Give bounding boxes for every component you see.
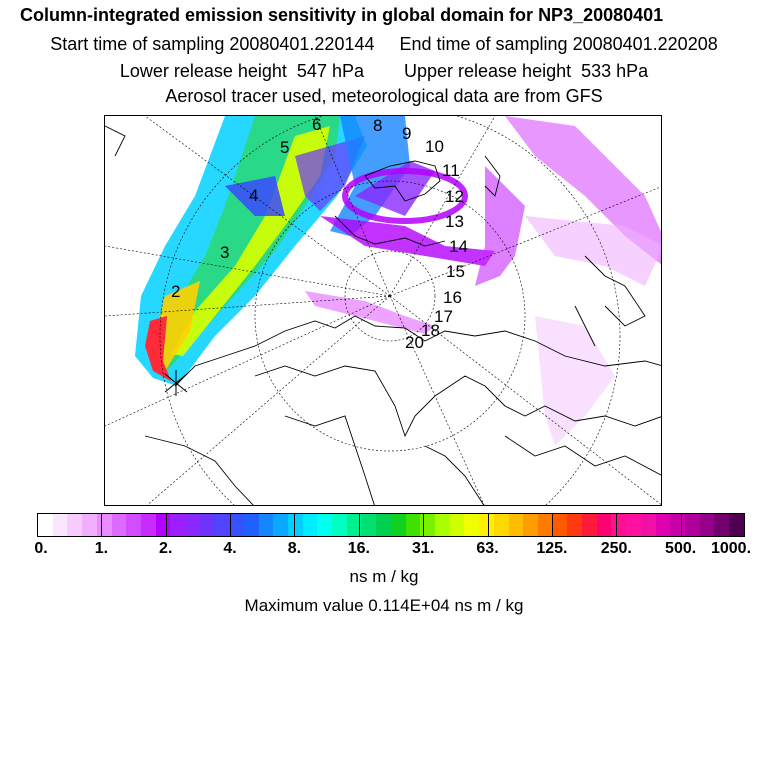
- trajectory-label: 14: [449, 237, 468, 256]
- colorbar-swatch: [479, 514, 494, 536]
- colorbar-swatch: [538, 514, 553, 536]
- colorbar-label: 0.: [34, 540, 48, 557]
- trajectory-label: 9: [402, 124, 412, 143]
- colorbar-swatch: [214, 514, 229, 536]
- colorbar-swatch: [714, 514, 729, 536]
- colorbar-swatch: [567, 514, 582, 536]
- trajectory-label: 13: [445, 212, 464, 231]
- colorbar-tick: [423, 514, 424, 536]
- colorbar-swatch: [200, 514, 215, 536]
- tracer-info: Aerosol tracer used, meteorological data are from GFS: [165, 86, 603, 106]
- colorbar-swatch: [376, 514, 391, 536]
- colorbar-swatch: [670, 514, 685, 536]
- colorbar-label: 250.: [600, 540, 632, 557]
- colorbar-swatch: [464, 514, 479, 536]
- colorbar-label: 4.: [223, 540, 237, 557]
- colorbar-swatch: [729, 514, 744, 536]
- colorbar: [37, 513, 745, 537]
- map-canvas: [105, 116, 662, 506]
- colorbar-swatch: [509, 514, 524, 536]
- colorbar-swatch: [685, 514, 700, 536]
- colorbar-label: 1000.: [710, 540, 752, 557]
- colorbar-units: ns m / kg: [349, 567, 419, 586]
- maximum-value: Maximum value 0.114E+04 ns m / kg: [244, 596, 524, 615]
- colorbar-tick: [166, 514, 167, 536]
- colorbar-label: 1.: [94, 540, 109, 557]
- trajectory-label: 12: [445, 187, 464, 206]
- colorbar-swatch: [67, 514, 82, 536]
- colorbar-swatch: [656, 514, 671, 536]
- map-title: Column-integrated emission sensitivity in global domain for NP3_20080401: [20, 5, 664, 25]
- colorbar-swatch: [273, 514, 288, 536]
- trajectory-label: 16: [443, 288, 462, 307]
- colorbar-tick: [230, 514, 231, 536]
- colorbar-swatch: [641, 514, 656, 536]
- colorbar-swatch: [332, 514, 347, 536]
- colorbar-swatch: [303, 514, 318, 536]
- trajectory-label: 20: [405, 333, 424, 352]
- trajectory-label: 5: [280, 138, 290, 157]
- trajectory-label: 10: [425, 137, 444, 156]
- colorbar-label: 500.: [665, 540, 697, 557]
- release-heights: Lower release height 547 hPa Upper release height 533 hPa: [119, 61, 649, 81]
- polar-map: [104, 115, 662, 506]
- colorbar-label: 16.: [347, 540, 370, 557]
- colorbar-swatch: [553, 514, 568, 536]
- colorbar-label: 63.: [476, 540, 499, 557]
- colorbar-label: 8.: [287, 540, 302, 557]
- colorbar-swatch: [229, 514, 244, 536]
- colorbar-tick: [294, 514, 295, 536]
- colorbar-swatch: [97, 514, 112, 536]
- colorbar-swatch: [244, 514, 259, 536]
- colorbar-swatch: [259, 514, 274, 536]
- colorbar-swatch: [626, 514, 641, 536]
- colorbar-swatch: [82, 514, 97, 536]
- colorbar-swatch: [494, 514, 509, 536]
- colorbar-swatch: [361, 514, 376, 536]
- colorbar-tick: [681, 514, 682, 536]
- trajectory-label: 3: [220, 243, 230, 262]
- colorbar-swatch: [523, 514, 538, 536]
- colorbar-tick: [101, 514, 102, 536]
- colorbar-swatch: [185, 514, 200, 536]
- colorbar-label: 2.: [159, 540, 173, 557]
- colorbar-swatch: [700, 514, 715, 536]
- trajectory-label: 11: [442, 161, 460, 180]
- colorbar-swatch: [38, 514, 53, 536]
- colorbar-tick: [488, 514, 489, 536]
- colorbar-swatch: [53, 514, 68, 536]
- colorbar-swatch: [450, 514, 465, 536]
- trajectory-label: 4: [249, 186, 259, 205]
- colorbar-swatch: [406, 514, 421, 536]
- colorbar-swatch: [126, 514, 141, 536]
- colorbar-label: 31.: [412, 540, 435, 557]
- colorbar-swatch: [582, 514, 597, 536]
- sampling-times: Start time of sampling 20080401.220144 End time of sampling 20080401.220208: [50, 34, 718, 54]
- trajectory-label: 8: [373, 116, 383, 135]
- colorbar-tick: [552, 514, 553, 536]
- trajectory-label: 2: [171, 282, 181, 301]
- trajectory-label: 6: [312, 116, 322, 134]
- colorbar-label: 125.: [536, 540, 568, 557]
- colorbar-swatch: [317, 514, 332, 536]
- colorbar-swatch: [435, 514, 450, 536]
- colorbar-tick: [616, 514, 617, 536]
- colorbar-swatch: [156, 514, 171, 536]
- trajectory-label: 17: [434, 307, 453, 326]
- trajectory-label: 18: [421, 321, 440, 340]
- trajectory-label: 15: [446, 262, 465, 281]
- colorbar-tick: [359, 514, 360, 536]
- colorbar-swatch: [611, 514, 626, 536]
- colorbar-swatch: [597, 514, 612, 536]
- colorbar-swatch: [112, 514, 127, 536]
- colorbar-swatch: [391, 514, 406, 536]
- colorbar-swatch: [141, 514, 156, 536]
- colorbar-swatch: [170, 514, 185, 536]
